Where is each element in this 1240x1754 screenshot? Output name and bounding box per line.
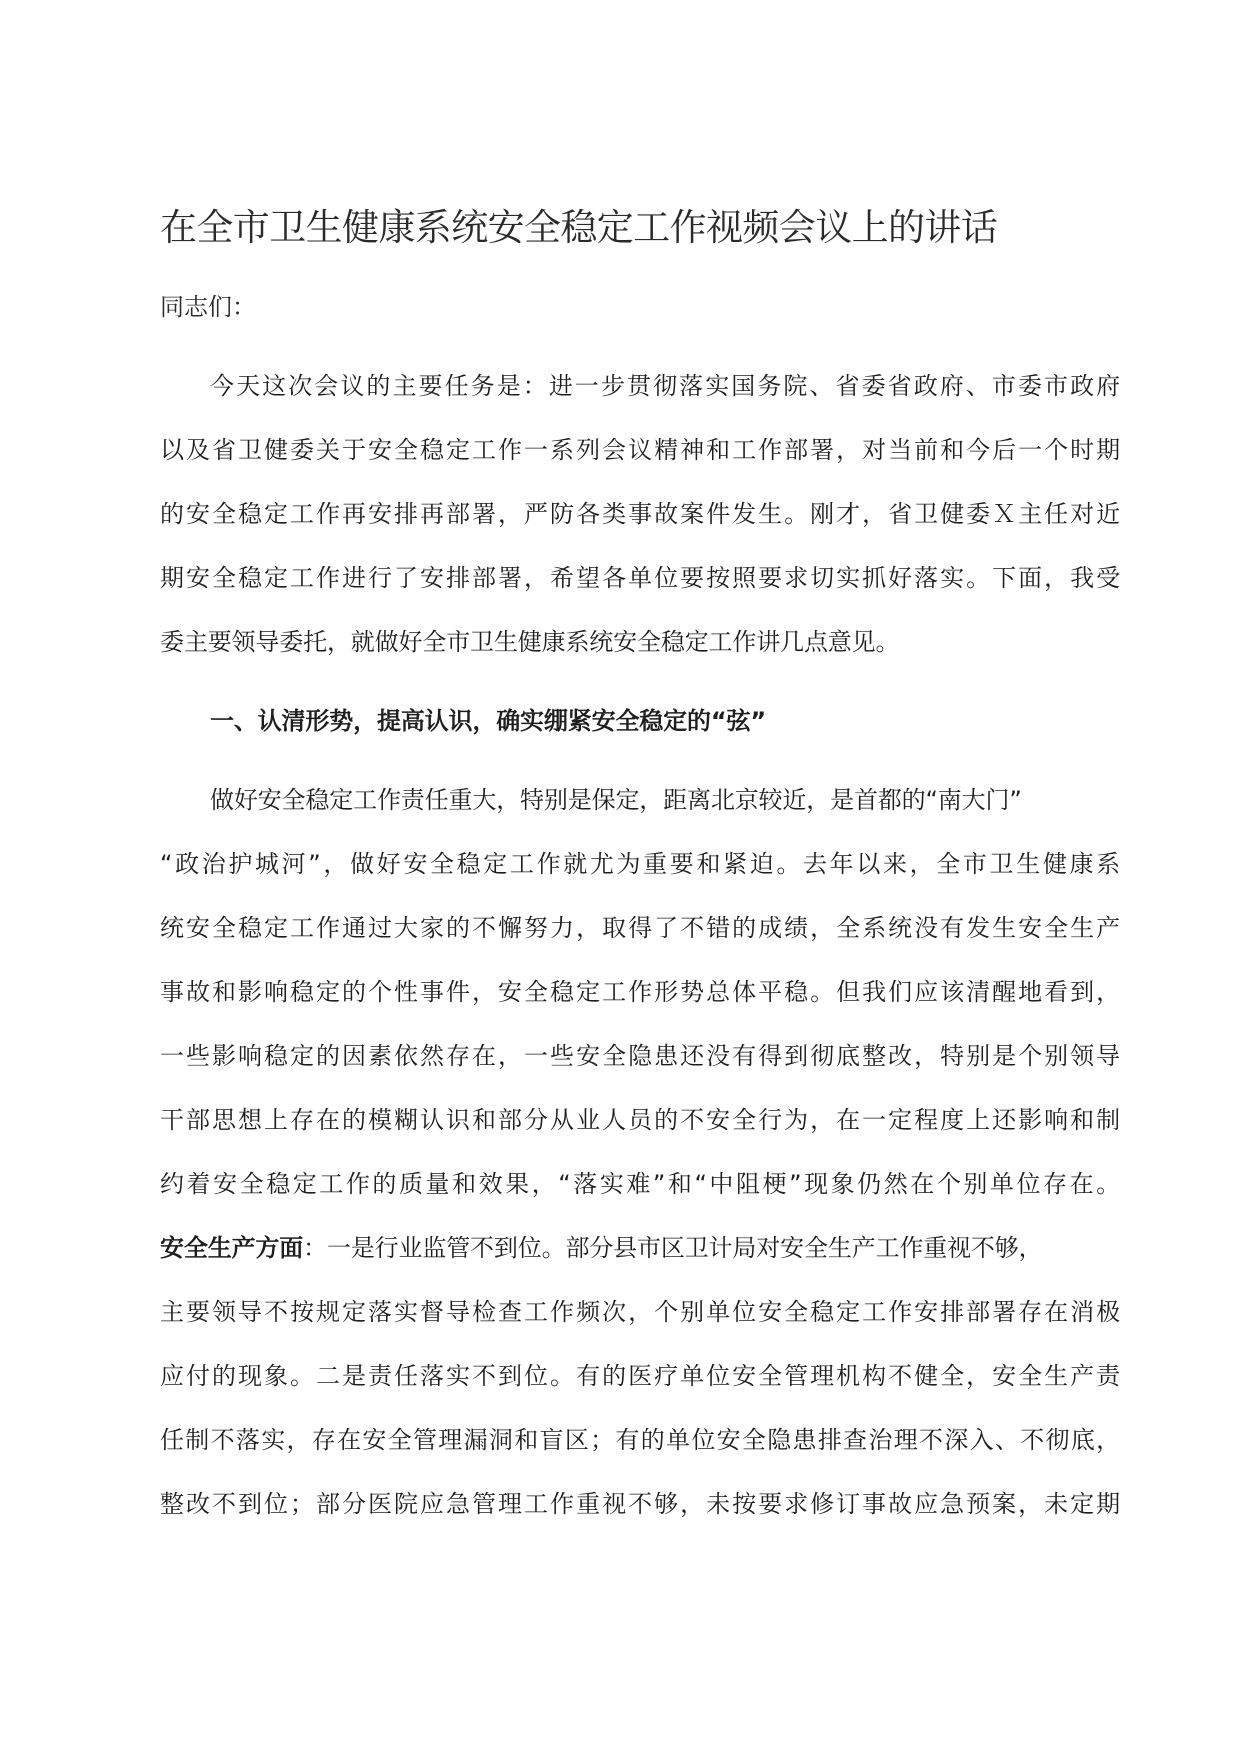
- paragraph-3-line-4: 任制不落实，存在安全管理漏洞和盲区；有的单位安全隐患排查治理不深入、不彻底，: [160, 1426, 1120, 1454]
- paragraph-2-line-5: 一些影响稳定的因素依然存在，一些安全隐患还没有得到彻底整改，特别是个别领导: [160, 1042, 1120, 1070]
- paragraph-2-line-2: “政治护城河”，做好安全稳定工作就尤为重要和紧迫。去年以来，全市卫生健康系: [160, 850, 1120, 878]
- paragraph-3-line-5: 整改不到位；部分医院应急管理工作重视不够，未按要求修订事故应急预案，未定期: [160, 1490, 1120, 1518]
- paragraph-2-line-6: 干部思想上存在的模糊认识和部分从业人员的不安全行为，在一定程度上还影响和制: [160, 1106, 1120, 1134]
- paragraph-2-line-4: 事故和影响稳定的个性事件，安全稳定工作形势总体平稳。但我们应该清醒地看到，: [160, 978, 1120, 1006]
- paragraph-3-line-2: 主要领导不按规定落实督导检查工作频次，个别单位安全稳定工作安排部署存在消极: [160, 1298, 1120, 1326]
- paragraph-1-line-3: 的安全稳定工作再安排再部署，严防各类事故案件发生。刚才，省卫健委Ｘ主任对近: [160, 500, 1120, 528]
- paragraph-3-line-1-text: ：一是行业监管不到位。部分县市区卫计局对安全生产工作重视不够，: [303, 1234, 1043, 1262]
- paragraph-2-line-1: 做好安全稳定工作责任重大，特别是保定，距离北京较近，是首都的“南大门”: [210, 786, 1022, 814]
- paragraph-1-line-2: 以及省卫健委关于安全稳定工作一系列会议精神和工作部署，对当前和今后一个时期: [160, 436, 1120, 464]
- paragraph-1-line-5: 委主要领导委托，就做好全市卫生健康系统安全稳定工作讲几点意见。: [160, 628, 900, 656]
- paragraph-3-lead: 安全生产方面: [160, 1234, 304, 1262]
- paragraph-1-line-4: 期安全稳定工作进行了安排部署，希望各单位要按照要求切实抓好落实。下面，我受: [160, 564, 1120, 592]
- paragraph-2-line-3: 统安全稳定工作通过大家的不懈努力，取得了不错的成绩，全系统没有发生安全生产: [160, 914, 1120, 942]
- document-title: 在全市卫生健康系统安全稳定工作视频会议上的讲话: [160, 206, 998, 249]
- paragraph-1-line-1: 今天这次会议的主要任务是：进一步贯彻落实国务院、省委省政府、市委市政府: [210, 372, 1120, 400]
- paragraph-2-line-7: 约着安全稳定工作的质量和效果，“落实难”和“中阻梗”现象仍然在个别单位存在。: [160, 1170, 1120, 1198]
- section-heading-1: 一、认清形势，提高认识，确实绷紧安全稳定的“弦”: [210, 707, 766, 735]
- paragraph-3-line-3: 应付的现象。二是责任落实不到位。有的医疗单位安全管理机构不健全，安全生产责: [160, 1362, 1120, 1390]
- paragraph-3-line-1: [160, 1228, 1120, 1268]
- salutation: 同志们：: [160, 293, 256, 321]
